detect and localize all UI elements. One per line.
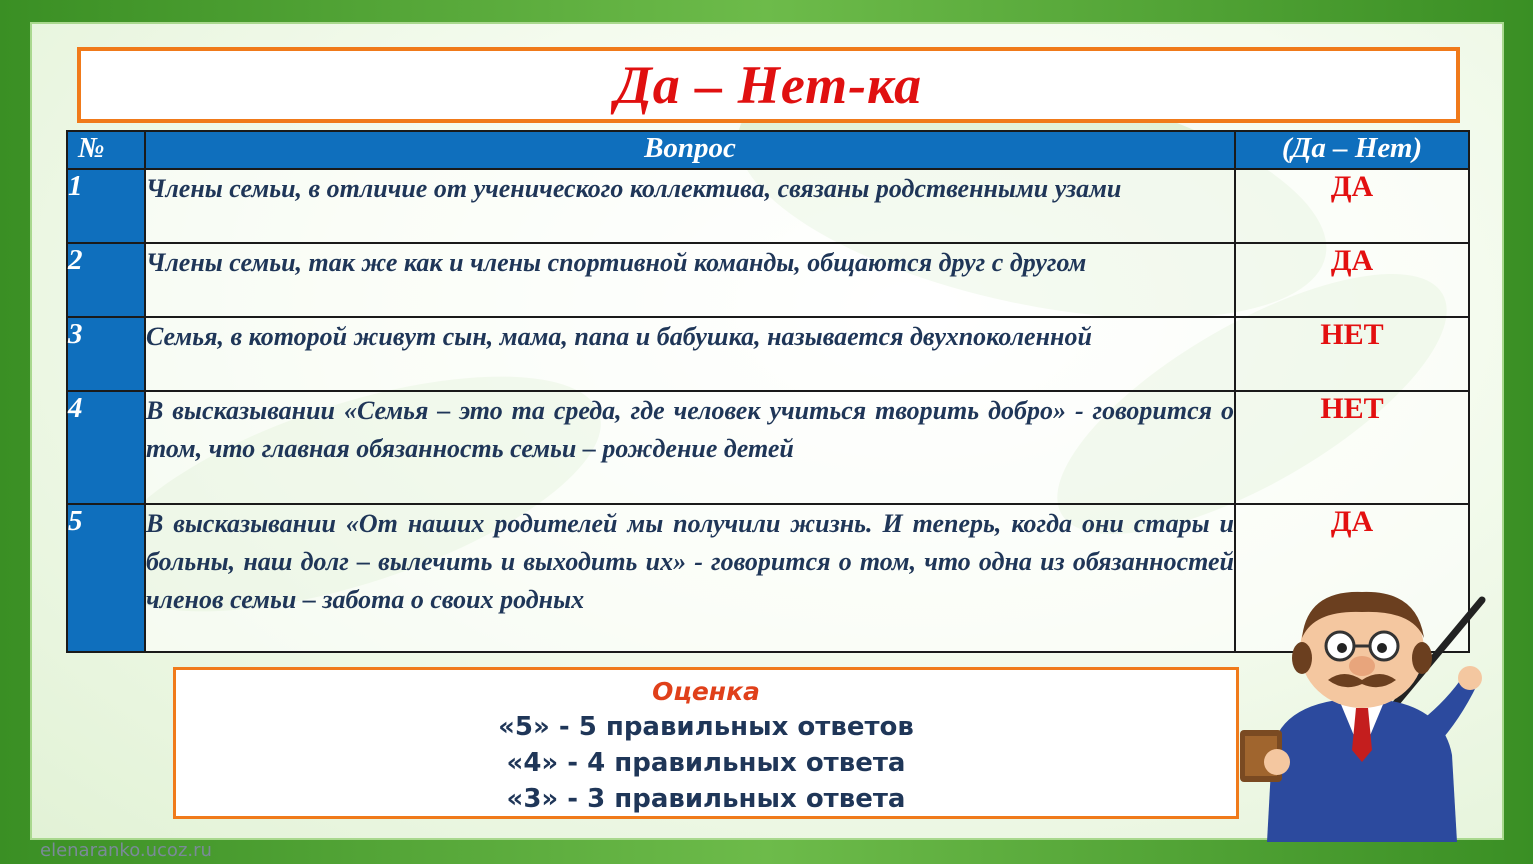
title-box — [77, 47, 1460, 123]
grading-box — [173, 667, 1239, 819]
row-answer: НЕТ — [1235, 391, 1469, 504]
grading-line: «4» - 4 правильных ответа — [506, 748, 906, 778]
row-question: В высказывании «От наших родителей мы получили жизнь. И теперь, когда они стары и больны, наш долг – вылечить и выходить их» - говорится о том, что одна из обязанностей членов семьи – забота о своих родных — [145, 504, 1235, 652]
header-question: Вопрос — [145, 131, 1235, 169]
table-row — [67, 317, 1469, 391]
table-row — [67, 243, 1469, 317]
row-answer: ДА — [1235, 243, 1469, 317]
row-question: В высказывании «Семья – это та среда, где человек учиться творить добро» - говорится о том, что главная обязанность семьи – рождение детей — [145, 391, 1235, 504]
quiz-table — [66, 130, 1470, 653]
row-number: 3 — [67, 317, 145, 391]
table-row — [67, 391, 1469, 504]
slide-title: Да – Нет-ка — [614, 55, 923, 115]
header-number: № — [67, 131, 145, 169]
header-answer: (Да – Нет) — [1235, 131, 1469, 169]
grading-title: Оценка — [652, 677, 760, 706]
grading-line: «5» - 5 правильных ответов — [498, 712, 914, 742]
row-number: 2 — [67, 243, 145, 317]
row-question: Члены семьи, в отличие от ученического коллектива, связаны родственными узами — [145, 169, 1235, 243]
row-question: Семья, в которой живут сын, мама, папа и бабушка, называется двухпоколенной — [145, 317, 1235, 391]
teacher-illustration-icon — [1232, 580, 1492, 855]
grading-line: «3» - 3 правильных ответа — [506, 784, 906, 814]
row-answer: НЕТ — [1235, 317, 1469, 391]
table-header-row — [67, 131, 1469, 169]
row-answer: ДА — [1235, 169, 1469, 243]
watermark: elenaranko.ucoz.ru — [40, 840, 212, 861]
row-number: 1 — [67, 169, 145, 243]
table-row — [67, 169, 1469, 243]
row-number: 5 — [67, 504, 145, 652]
row-answer: ДА — [1235, 504, 1469, 652]
row-number: 4 — [67, 391, 145, 504]
row-question: Члены семьи, так же как и члены спортивной команды, общаются друг с другом — [145, 243, 1235, 317]
